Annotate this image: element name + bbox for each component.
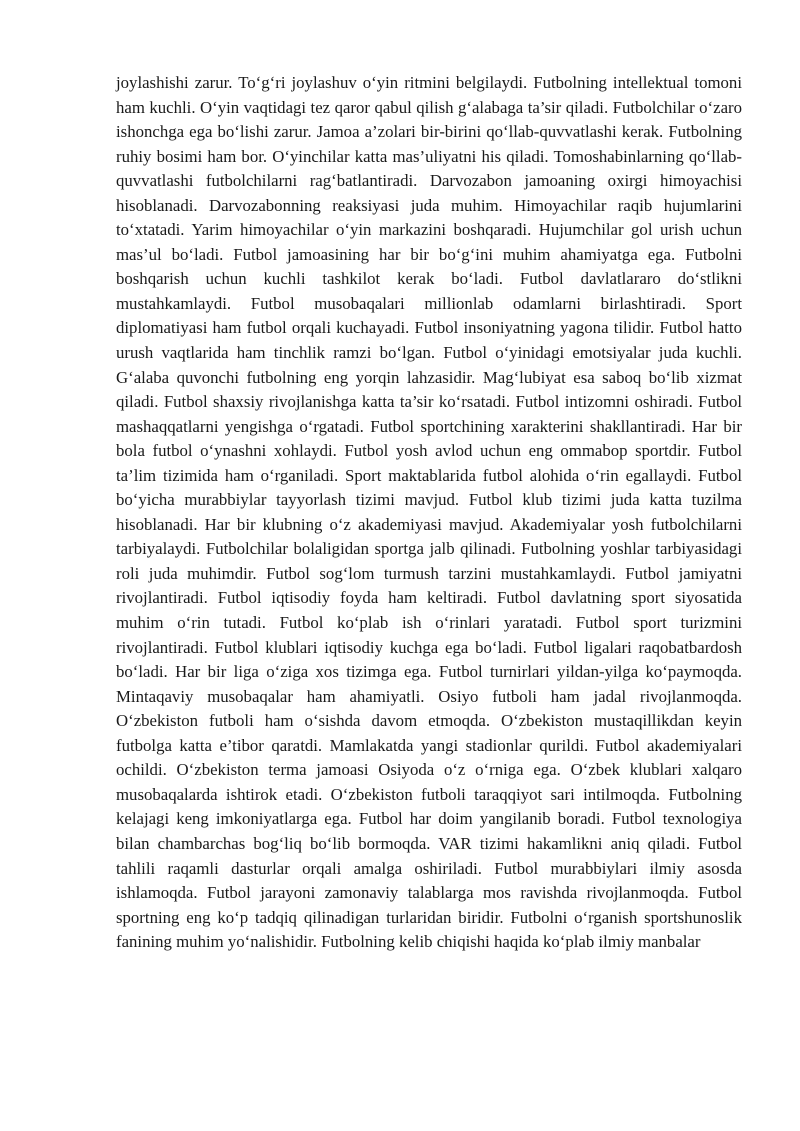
body-paragraph: joylashishi zarur. To‘g‘ri joylashuv o‘yin ritmini belgilaydi. Futbolning intellektual tomoni ham kuchli. O‘yin vaqtidagi tez qaror qabul qilish g‘alabaga ta’sir qiladi. Futbolchilar o‘zaro ishonchga ega bo‘lishi zarur. Jamoa a’zolari bir-birini qo‘llab-quvvatlashi kerak. Futbolning ruhiy bosimi ham bor. O‘yinchilar katta mas’uliyatni his qiladi. Tomoshabinlarning qo‘llab-quvvatlashi futbolchilarni rag‘batlantiradi. Darvozabon jamoaning oxirgi himoyachisi hisoblanadi. Darvozabonning reaksiyasi juda muhim. Himoyachilar raqib hujumlarini to‘xtatadi. Yarim himoyachilar o‘yin markazini boshqaradi. Hujumchilar gol urish uchun mas’ul bo‘ladi. Futbol jamoasining har bir bo‘g‘ini muhim ahamiyatga ega. Futbolni boshqarish uchun kuchli tashkilot kerak bo‘ladi. Futbol davlatlararo do‘stlikni mustahkamlaydi. Futbol musobaqalari millionlab odamlarni birlashtiradi. Sport diplomatiyasi ham futbol orqali kuchayadi. Futbol insoniyatning yagona tilidir. Futbol hatto urush vaqtlarida ham tinchlik ramzi bo‘lgan. Futbol o‘yinidagi emotsiyalar juda kuchli. G‘alaba quvonchi futbolning eng yorqin lahzasidir. Mag‘lubiyat esa saboq bo‘lib xizmat qiladi. Futbol shaxsiy rivojlanishga katta ta’sir ko‘rsatadi. Futbol intizomni oshiradi. Futbol mashaqqatlarni yengishga o‘rgatadi. Futbol sportchining xarakterini shakllantiradi. Har bir bola futbol o‘ynashni xohlaydi. Futbol yosh avlod uchun eng ommabop sportdir. Futbol ta’lim tizimida ham o‘rganiladi. Sport maktablarida futbol alohida o‘rin egallaydi. Futbol bo‘yicha murabbiylar tayyorlash tizimi mavjud. Futbol klub tizimi juda katta tuzilma hisoblanadi. Har bir klubning o‘z akademiyasi mavjud. Akademiyalar yosh futbolchilarni tarbiyalaydi. Futbolchilar bolaligidan sportga jalb qilinadi. Futbolning yoshlar tarbiyasidagi roli juda muhimdir. Futbol sog‘lom turmush tarzini mustahkamlaydi. Futbol jamiyatni rivojlantiradi. Futbol iqtisodiy foyda ham keltiradi. Futbol davlatning sport siyosatida muhim o‘rin tutadi. Futbol ko‘plab ish o‘rinlari yaratadi. Futbol sport turizmini rivojlantiradi. Futbol klublari iqtisodiy kuchga ega bo‘ladi. Futbol ligalari raqobatbardosh bo‘ladi. Har bir liga o‘ziga xos tizimga ega. Futbol turnirlari yildan-yilga ko‘paymoqda. Mintaqaviy musobaqalar ham ahamiyatli. Osiyo futboli ham jadal rivojlanmoqda. O‘zbekiston futboli ham o‘sishda davom etmoqda. O‘zbekiston mustaqillikdan keyin futbolga katta e’tibor qaratdi. Mamlakatda yangi stadionlar qurildi. Futbol akademiyalari ochildi. O‘zbekiston terma jamoasi Osiyoda o‘z o‘rniga ega. O‘zbek klublari xalqaro musobaqalarda ishtirok etadi. O‘zbekiston futboli taraqqiyot sari intilmoqda. Futbolning kelajagi keng imkoniyatlarga ega. Futbol har doim yangilanib boradi. Futbol texnologiya bilan chambarchas bog‘liq bo‘lib bormoqda. VAR tizimi hakamlikni aniq qiladi. Futbol tahlili raqamli dasturlar orqali amalga oshiriladi. Futbol murabbiylari ilmiy asosda ishlamoqda. Futbol jarayoni zamonaviy talablarga mos ravishda rivojlanmoqda. Futbol sportning eng ko‘p tadqiq qilinadigan turlaridan biridir. Futbolni o‘rganish sportshunoslik fanining muhim yo‘nalishidir. Futbolning kelib chiqishi haqida ko‘plab ilmiy manbalar bbox=[116, 73, 742, 952]
